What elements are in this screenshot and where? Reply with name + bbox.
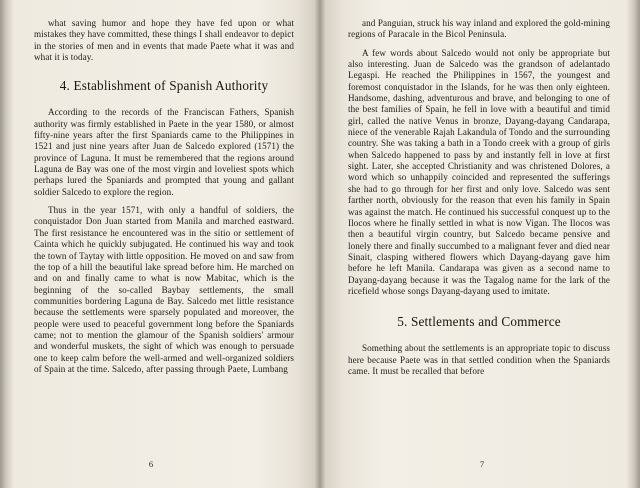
right-paragraph-1: A few words about Salcedo would not only be appropriate but also interesting. Juan de Salcedo was the grandson of adelantado Legaspi. He reached the Philippines in 1567, the youngest and foremost conquistador in the Islands, for he was then only eighteen. Handsome, dashing, adventurous and brave, and belonging to one of the best families of Spain, he fell in love with a beautiful and timid girl, called the native Venus in bronze, Dayang-dayang Candarapa, niece of the venerable Rajah Lakandula of Tondo and the surrounding country. She was taking a bath in a Tondo creek with a group of girls when Salcedo happened to pass by and instantly fell in love at first sight. Later, she accepted Christianity and was christened Dolores, a word which so unhappily coincided and represented the sufferings she had to go through for her first and only love. Salcedo was sent farther north, obviously for the reason that even his family in Spain was against the match. He continued his successful conquest up to the Ilocos where he finally settled in what is now Vigan. The Ilocos was then a beautiful virgin country, but Salcedo became pensive and lonely there and finally succumbed to a malignant fever and died near Sinait, clasping withered flowers which Dayang-dayang gave him before he left Manila. Candarapa was given as a second name to Dayang-dayang because it was the Tagalog name for the lark of the ricefield whose songs Dayang-dayang used to imitate. xyxy=(348,47,610,296)
left-paragraph-1: According to the records of the Franciscan Fathers, Spanish authority was firmly established in Paete in the year 1580, or almost fifty-nine years after the first Spaniards came to the Philippines in 1521 and just nine years after Juan de Salcedo explored (1571) the province of Laguna. It must be remembered that the regions around Laguna de Bay was one of the most virgin and loveliest spots which perhaps lured the Spaniards and prompted that young and gallant soldier Salcedo to explore the region. xyxy=(34,107,294,197)
section-heading-5: 5. Settlements and Commerce xyxy=(397,314,561,330)
left-page-text-column xyxy=(34,18,294,448)
right-page-text-column xyxy=(348,18,610,448)
right-page xyxy=(320,0,640,488)
paragraph-gap xyxy=(348,41,610,48)
page-number-right: 7 xyxy=(479,459,485,469)
paragraph-gap xyxy=(34,198,294,205)
right-closing-paragraph: Something about the settlements is an appropriate topic to discuss here because Paete was in that settled condition when the Spaniards came. It must be recalled that before xyxy=(348,343,610,376)
section-heading-4: 4. Establishment of Spanish Authority xyxy=(59,78,269,94)
left-top-paragraph: what saving humor and hope they have fed upon or what mistakes they have committed, these things I shall endeavor to depict in the stories of men and in events that made Paete what it was and what it is today. xyxy=(34,18,294,63)
right-top-paragraph: and Panguian, struck his way inland and explored the gold-mining regions of Paracale in the Bicol Peninsula. xyxy=(348,18,610,40)
page-number-left: 6 xyxy=(148,459,154,469)
left-paragraph-2: Thus in the year 1571, with only a handful of soldiers, the conquistador Don Juan started from Manila and marched eastward. The first resistance he encountered was in the sitio or settlement of Cainta which he quickly subjugated. He continued his way and took the town of Taytay with little opposition. He moved on and saw from the top of a hill the beautiful lake spread before him. He marched on and on and finally came to what is now Mabitac, which is the beginning of the so-called Baybay settlements, the small communities bordering Laguna de Bay. Salcedo met little resistance because the settlements were sparsely populated and moreover, the people were used to peaceful government long before the Spaniards came; not to mention the glamour of the Spanish soldiers' armour and wonderful muskets, the sight of which was enough to persuade one to keep calm before the well-armed and well-organized soldiers of Spain at the time. Salcedo, after passing through Paete, Lumbang xyxy=(34,205,294,374)
